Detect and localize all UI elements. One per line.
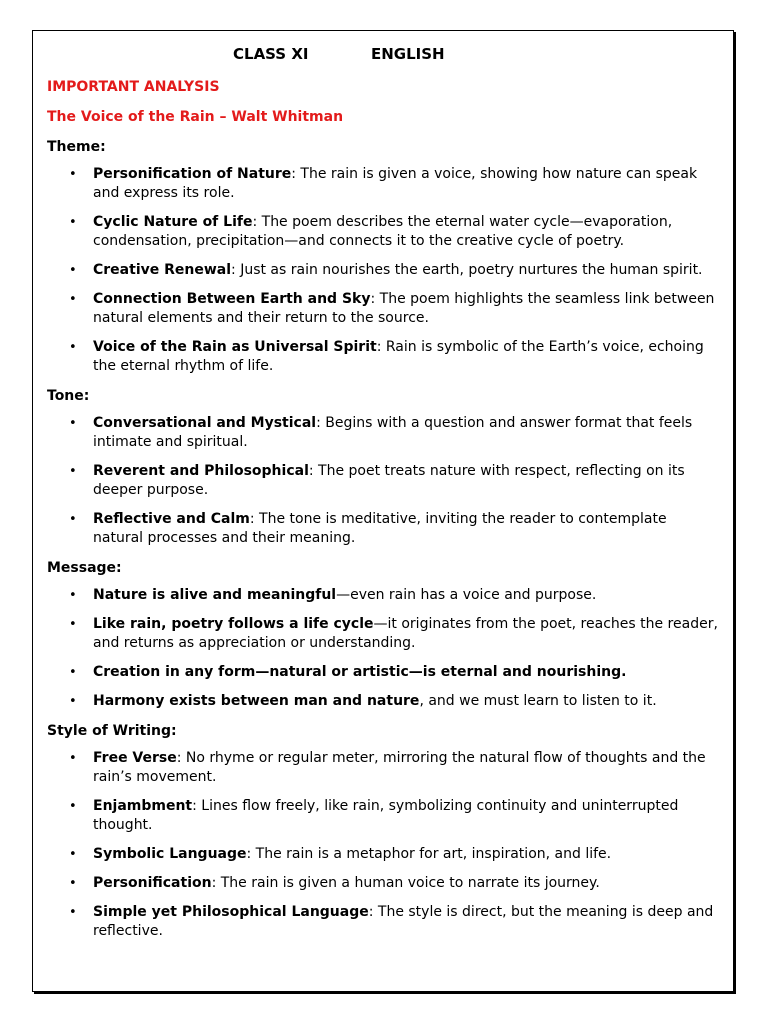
item-description: : The poem describes the eternal water cycle—evaporation, condensation, precipitation—and connects it to the creative cycle of poetry. <box>93 214 673 249</box>
item-term: Conversational and Mystical <box>93 415 317 431</box>
page-header <box>47 45 719 65</box>
item-description: , and we must learn to listen to it. <box>419 693 657 709</box>
item-term: Cyclic Nature of Life <box>93 214 253 230</box>
item-description: : Rain is symbolic of the Earth’s voice, echoing the eternal rhythm of life. <box>93 339 704 374</box>
sections-container <box>47 137 719 941</box>
list-item <box>47 692 719 711</box>
item-description: : The rain is a metaphor for art, inspiration, and life. <box>246 846 612 862</box>
item-term: Harmony exists between man and nature <box>93 693 420 709</box>
list-item <box>47 261 719 280</box>
list-item <box>47 462 719 500</box>
list-item <box>47 874 719 893</box>
subject-label: ENGLISH <box>371 45 445 63</box>
item-description: : The tone is meditative, inviting the reader to contemplate natural processes and their meaning. <box>93 511 667 546</box>
item-term: Enjambment <box>93 798 193 814</box>
item-description: : The rain is given a human voice to narrate its journey. <box>211 875 600 891</box>
list-item <box>47 903 719 941</box>
class-label: CLASS XI <box>233 45 309 63</box>
item-description: : No rhyme or regular meter, mirroring the natural flow of thoughts and the rain’s movement. <box>93 750 706 785</box>
item-term: Creative Renewal <box>93 262 232 278</box>
bullet-list <box>47 749 719 941</box>
item-description: : The poem highlights the seamless link between natural elements and their return to the source. <box>93 291 715 326</box>
section-title: Theme: <box>47 139 106 155</box>
item-term: Symbolic Language <box>93 846 247 862</box>
list-item <box>47 338 719 376</box>
list-item <box>47 663 719 682</box>
list-item <box>47 290 719 328</box>
item-term: Like rain, poetry follows a life cycle <box>93 616 374 632</box>
item-description: : Just as rain nourishes the earth, poetry nurtures the human spirit. <box>231 262 703 278</box>
item-description: : Begins with a question and answer format that feels intimate and spiritual. <box>93 415 693 450</box>
list-item <box>47 749 719 787</box>
bullet-list <box>47 586 719 711</box>
poem-title: The Voice of the Rain – Walt Whitman <box>47 109 344 125</box>
item-term: Reflective and Calm <box>93 511 250 527</box>
page-border <box>32 30 734 992</box>
list-item <box>47 615 719 653</box>
document-content <box>47 45 719 951</box>
bullet-list <box>47 165 719 376</box>
item-term: Reverent and Philosophical <box>93 463 309 479</box>
item-term: Nature is alive and meaningful <box>93 587 337 603</box>
item-description: : The poet treats nature with respect, reflecting on its deeper purpose. <box>93 463 685 498</box>
bullet-list <box>47 414 719 548</box>
important-analysis-heading: IMPORTANT ANALYSIS <box>47 79 220 95</box>
item-term: Simple yet Philosophical Language <box>93 904 369 920</box>
item-description: : Lines flow freely, like rain, symbolizing continuity and uninterrupted thought. <box>93 798 679 833</box>
list-item <box>47 165 719 203</box>
item-description: —it originates from the poet, reaches the reader, and returns as appreciation or understanding. <box>93 616 718 651</box>
section-title: Style of Writing: <box>47 723 177 739</box>
item-description: —even rain has a voice and purpose. <box>336 587 597 603</box>
item-term: Personification of Nature <box>93 166 292 182</box>
list-item <box>47 213 719 251</box>
list-item <box>47 797 719 835</box>
list-item <box>47 510 719 548</box>
item-term: Connection Between Earth and Sky <box>93 291 371 307</box>
item-term: Free Verse <box>93 750 177 766</box>
item-description: : The rain is given a voice, showing how nature can speak and express its role. <box>93 166 698 201</box>
list-item <box>47 586 719 605</box>
item-term: Creation in any form—natural or artistic—is eternal and nourishing. <box>93 664 627 680</box>
item-term: Personification <box>93 875 212 891</box>
item-term: Voice of the Rain as Universal Spirit <box>93 339 377 355</box>
section-title: Tone: <box>47 388 90 404</box>
list-item <box>47 414 719 452</box>
section-title: Message: <box>47 560 122 576</box>
list-item <box>47 845 719 864</box>
item-description: : The style is direct, but the meaning is deep and reflective. <box>93 904 714 939</box>
